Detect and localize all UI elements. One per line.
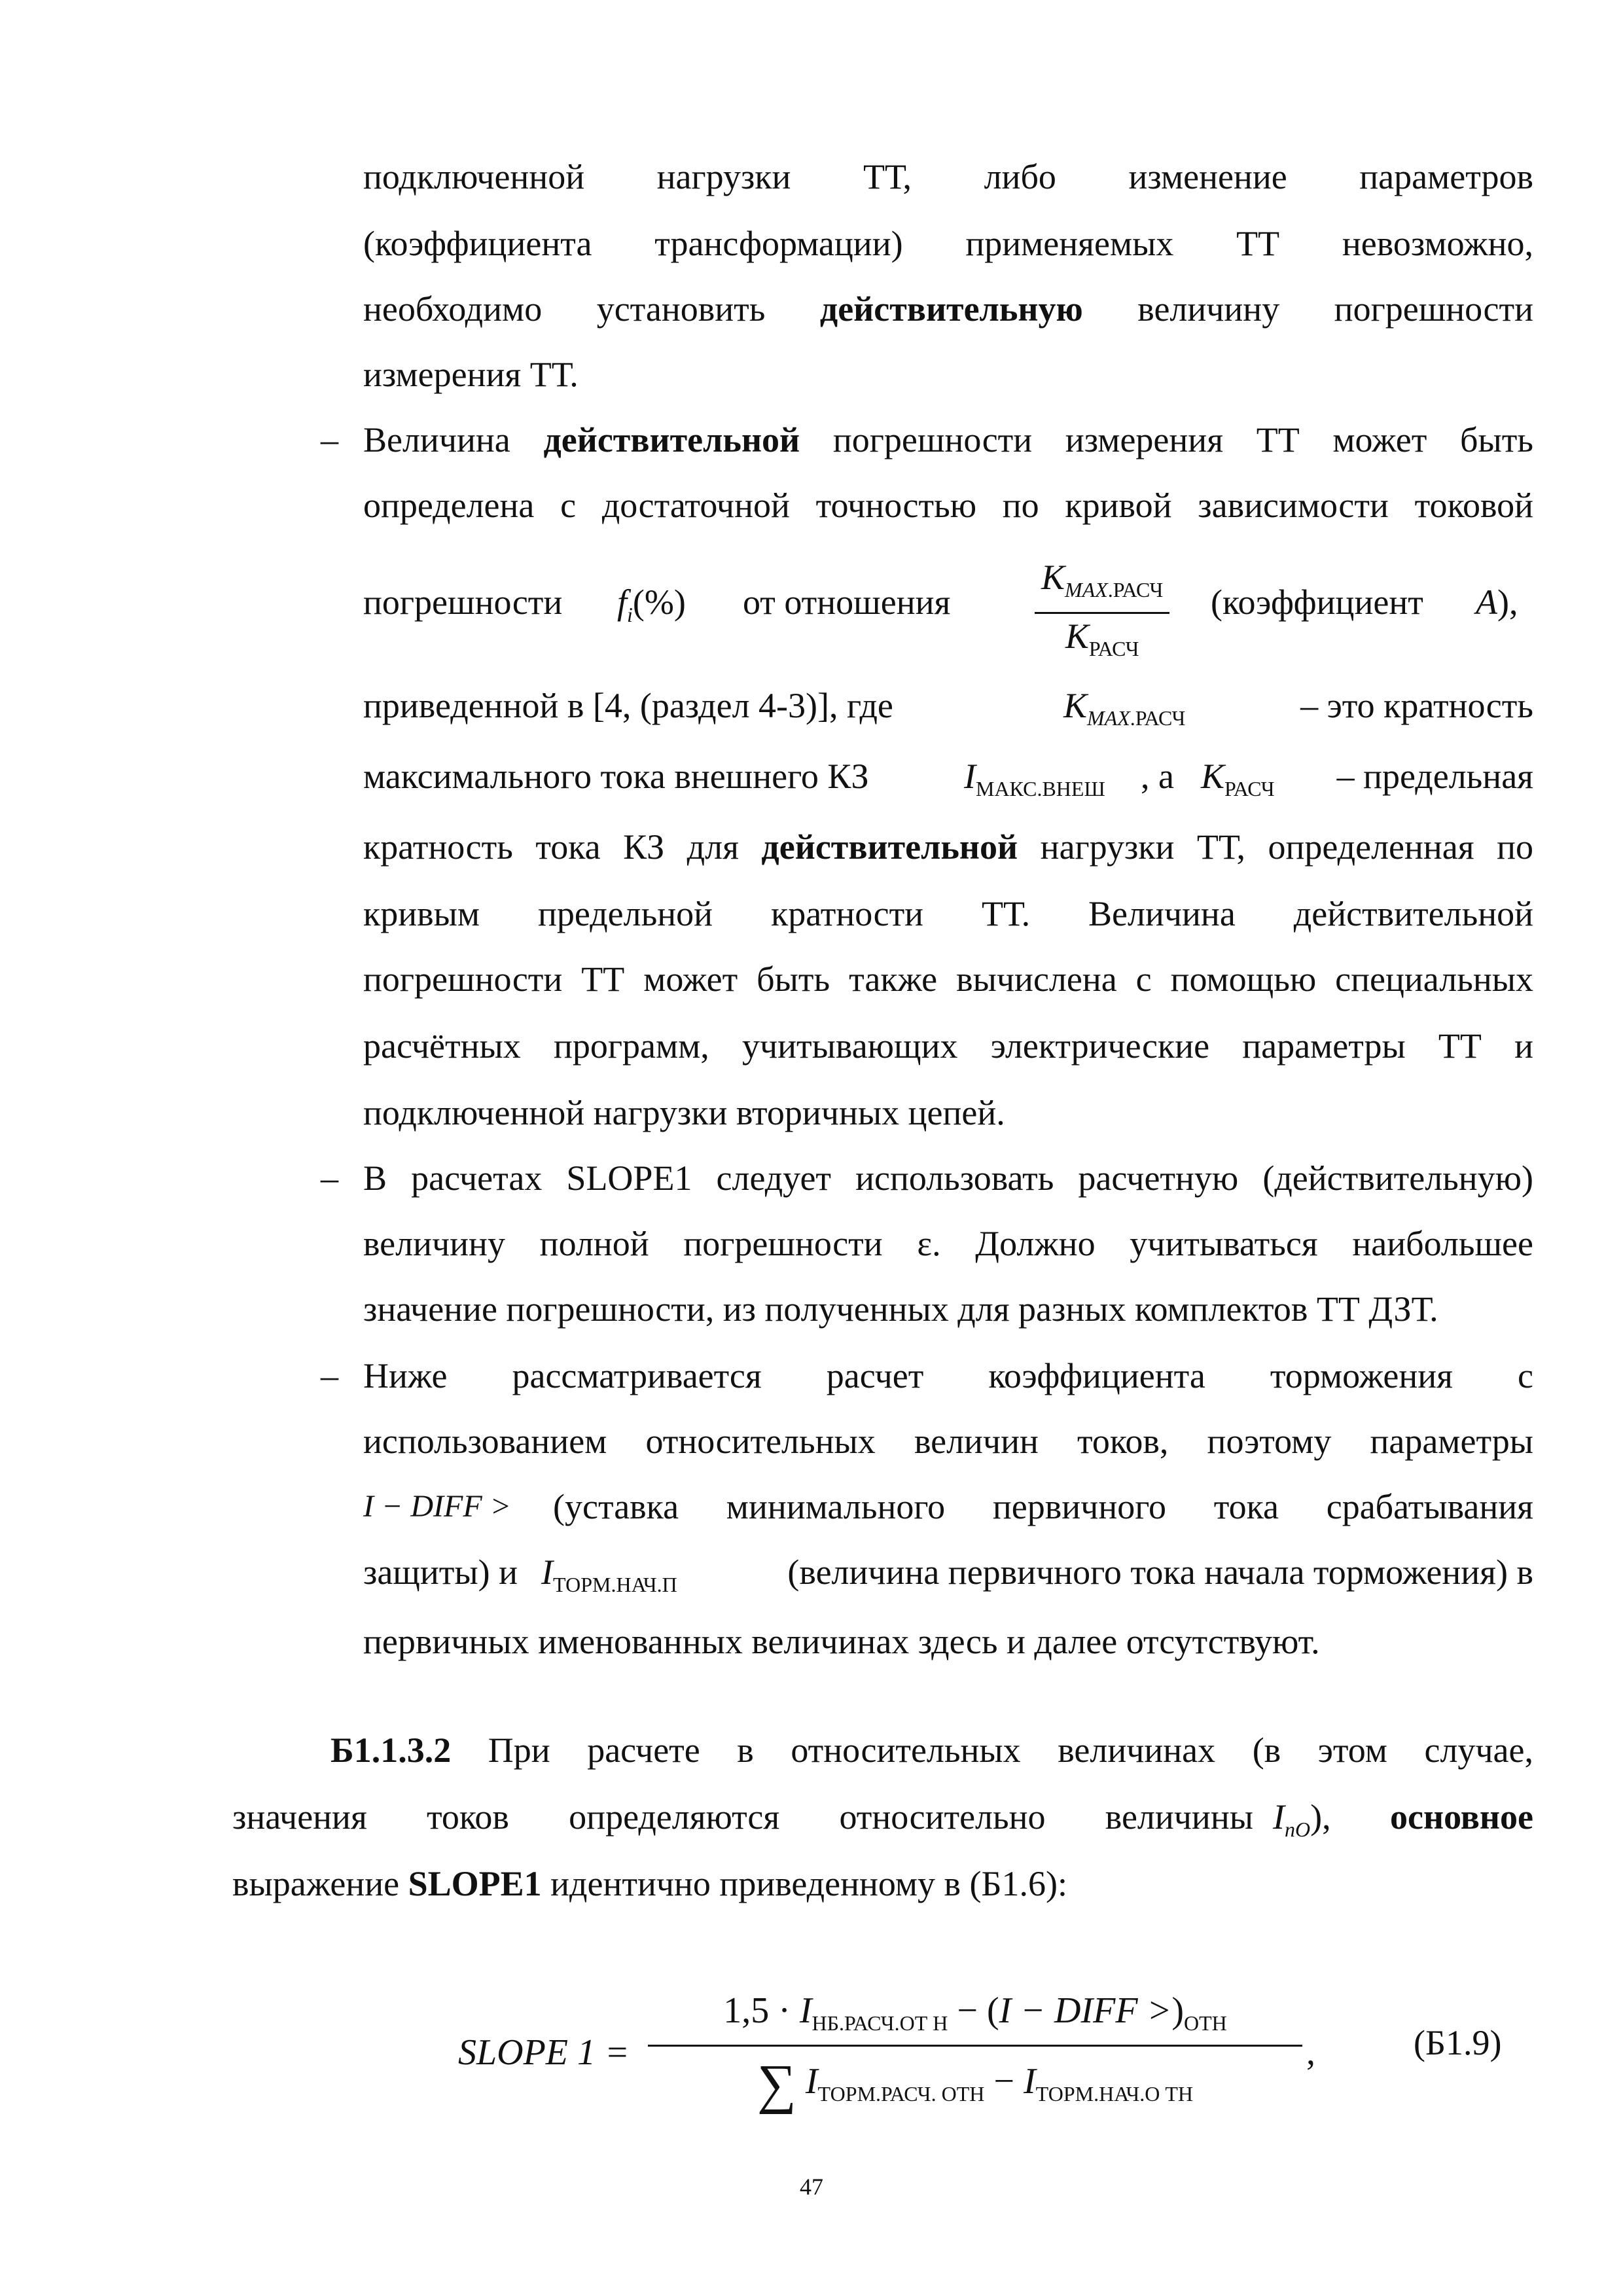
k-rasch-var: $K_{РАСЧ}$: [1201, 757, 1275, 800]
text: значения токов определяются относительно величины: [232, 1797, 1253, 1837]
text-line: определена с достаточной точностью по кривой зависимости токовой: [363, 486, 1533, 525]
bullet-dash: –: [321, 1158, 338, 1198]
formula-numerator: $1,5 \cdot I_{НБ.РАСЧ.ОТ Н} - (I$ − DIFF $>)_{ОТН}$: [723, 1990, 1227, 2035]
text: выражение: [232, 1864, 408, 1903]
i-torm-var: $I_{ТОРМ.НАЧ.П}$: [541, 1552, 677, 1596]
section-number: Б1.1.3.2: [330, 1731, 452, 1770]
fraction-bar: [648, 2045, 1302, 2047]
text-line: [363, 1551, 1533, 1596]
text-line: первичных именованных величинах здесь и далее отсутствуют.: [363, 1622, 1320, 1661]
text-line: расчётных программ, учитывающих электрические параметры ТТ и: [363, 1026, 1533, 1066]
text: приведенной в [4, (раздел 4-3)], где: [363, 686, 893, 725]
text: погрешности измерения ТТ может быть: [800, 420, 1533, 459]
text-line: [363, 223, 1533, 264]
text-line: Ниже рассматривается расчет коэффициента торможения с: [363, 1356, 1533, 1395]
word: либо: [984, 157, 1056, 196]
text: При расчете в относительных величинах (в этом случае,: [451, 1731, 1533, 1770]
text-line: В расчетах SLOPE1 следует использовать расчетную (действительную): [363, 1158, 1533, 1198]
bold-text: основное: [1390, 1797, 1533, 1837]
text-line: [363, 826, 1533, 868]
k-ratio-fraction: $K_{MAX.РАСЧ}$ $K_{РАСЧ}$: [1035, 558, 1169, 668]
text-line: использованием относительных величин токов, поэтому параметры: [363, 1422, 1533, 1461]
text: (величина первичного тока начала торможения) в: [787, 1552, 1533, 1592]
text: (коэффициент: [1211, 583, 1423, 622]
text-line: значение погрешности, из полученных для разных комплектов ТТ ДЗТ.: [363, 1289, 1438, 1329]
word: трансформации): [654, 224, 903, 263]
text-line: величину полной погрешности ε. Должно учитываться наибольшее: [363, 1224, 1533, 1263]
text-line: [363, 156, 1533, 198]
page-number: 47: [800, 2174, 823, 2200]
i-no-var: $I_{nO}$),: [1273, 1797, 1331, 1841]
bold-text: действительной: [543, 420, 800, 459]
text-line: [330, 1729, 1533, 1771]
text: – это кратность: [1300, 686, 1533, 725]
text-line: погрешности ТТ может быть также вычислена с помощью специальных: [363, 960, 1533, 999]
word: ТТ: [1236, 224, 1280, 263]
text: погрешности: [363, 583, 563, 622]
text: , а: [1141, 757, 1174, 796]
text: (уставка минимального первичного тока срабатывания: [553, 1487, 1533, 1526]
fi-expression: $f_i(\%)$: [617, 583, 686, 626]
word: параметров: [1359, 157, 1534, 196]
k-max-var: $K_{MAX.РАСЧ}$: [1063, 686, 1186, 730]
word: (коэффициента: [363, 224, 592, 263]
word: подключенной: [363, 157, 585, 196]
text-line: [363, 419, 1533, 461]
text: идентично приведенному в (Б1.6):: [541, 1864, 1068, 1903]
bullet-dash: –: [321, 1356, 338, 1395]
word: изменение: [1128, 157, 1287, 196]
word: нагрузки: [656, 157, 791, 196]
formula-lhs: SLOPE 1 =: [458, 2032, 630, 2073]
text-line: [232, 1863, 1533, 1905]
text: – предельная: [1336, 757, 1533, 796]
coef-a: A),: [1476, 583, 1518, 622]
i-diff-var: I − DIFF >: [363, 1489, 512, 1524]
i-max-var: $I_{МАКС.ВНЕШ}$: [964, 757, 1105, 800]
text-line: измерения ТТ.: [363, 355, 579, 394]
text: Величина: [363, 420, 544, 459]
text-line: [363, 288, 1533, 330]
bold-text: SLOPE1: [408, 1864, 542, 1903]
text-line: [363, 685, 1533, 730]
text: максимального тока внешнего КЗ: [363, 757, 869, 796]
text-line: [363, 1486, 1533, 1528]
text-line: кривым предельной кратности ТТ. Величина действительной: [363, 894, 1533, 933]
text: защиты) и: [363, 1552, 518, 1592]
text: от отношения: [743, 583, 951, 622]
text-line: подключенной нагрузки вторичных цепей.: [363, 1093, 1005, 1132]
word: ТТ,: [863, 157, 912, 196]
word: невозможно,: [1342, 224, 1534, 263]
text: кратность тока КЗ для: [363, 827, 762, 867]
formula-line: [363, 558, 1533, 660]
bullet-dash: –: [321, 420, 338, 459]
text-line: [363, 755, 1533, 800]
text: нагрузки ТТ, определенная по: [1018, 827, 1533, 867]
document-page: подключенной нагрузки ТТ, либо изменение параметров (коэффициента трансформации) применяемых ТТ невозможно, необходимо установить действительную величину погрешности измерения ТТ. – Величина действительной погрешности измерения ТТ может быть определена с достаточной точностью по кривой зависимости токовой погрешности $f_i(\%)$ от отношения $K_{MAX.РАСЧ}$ $K_{РАСЧ}$ (коэффициент A), приведенной в [4, (раздел 4-3)], где $K_{MAX.РАСЧ}$ – это кратность максимального тока внешнего КЗ $I_{МАКС.ВНЕШ}$ , а $K_{РАСЧ}$ – предельная кратность тока КЗ для действительной нагрузки ТТ, определенная по кривым предельной кратности ТТ. Величина действительной погрешности ТТ может быть также вычислена с помощью специальных расчётных программ, учитывающих электрические параметры ТТ и подключенной нагрузки вторичных цепей. – В расчетах SLOPE1 следует использовать расчетную (действительную) величину полной погрешности ε. Должно учитываться наибольшее значение погрешности, из полученных для разных комплектов ТТ ДЗТ. – Ниже рассматривается расчет коэффициента торможения с использованием относительных величин токов, поэтому параметры I − DIFF > (уставка минимального первичного тока срабатывания защиты) и $I_{ТОРМ.НАЧ.П}$ (величина первичного тока начала торможения) в первичных именованных величинах здесь и далее отсутствуют. Б1.1.3.2 При расчете в относительных величинах (в этом случае, значения токов определяются относительно величины $I_{nO}$), основное выражение SLOPE1 идентично приведенному в (Б1.6): SLOPE 1 = $1,5 \cdot I_{НБ.РАСЧ.ОТ Н} - (I$ − DIFF $>)_{ОТН}$ ∑ $I_{ТОРМ.РАСЧ. ОТН} - I_{ТОРМ.НАЧ.О ТН}$ , (Б1.9) 47: [0, 0, 1623, 2296]
bold-text: действительную: [819, 289, 1083, 329]
text: необходимо установить: [363, 289, 820, 329]
bold-text: действительной: [761, 827, 1018, 867]
text-line: [232, 1796, 1533, 1841]
formula-denominator: ∑ $I_{ТОРМ.РАСЧ. ОТН} - I_{ТОРМ.НАЧ.О ТН}$: [757, 2054, 1193, 2115]
equation-number: (Б1.9): [1414, 2023, 1502, 2062]
word: применяемых: [965, 224, 1174, 263]
text: величину погрешности: [1082, 289, 1533, 329]
